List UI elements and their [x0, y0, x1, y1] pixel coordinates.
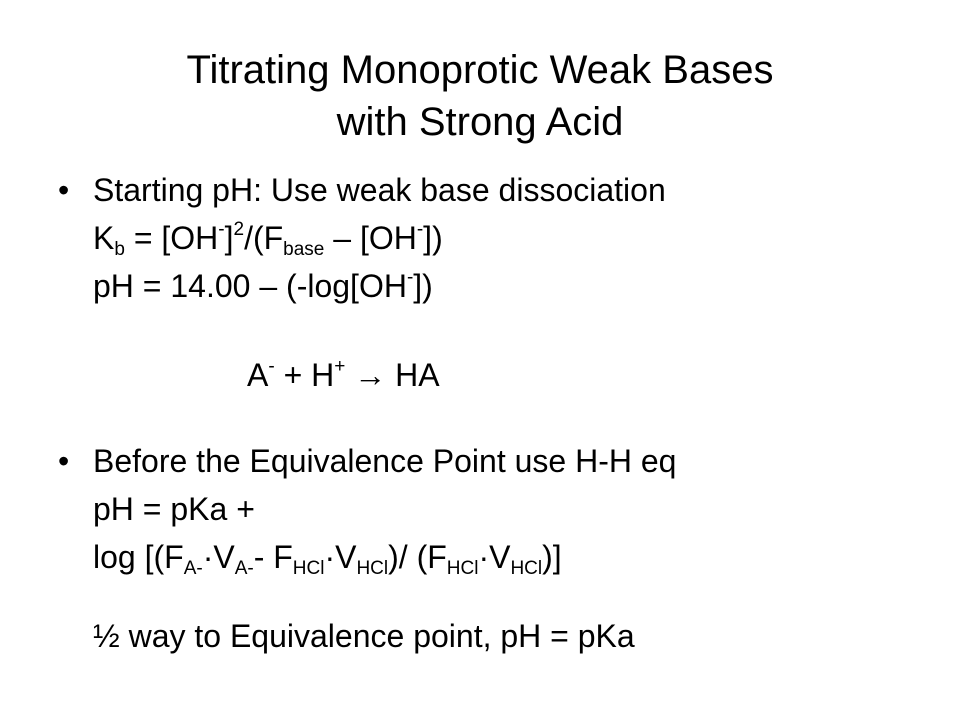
bullet-1: • — [58, 172, 70, 208]
hh-equation-line-1: pH = pKa + — [93, 491, 255, 527]
equivalence-heading: Before the Equivalence Point use H-H eq — [93, 443, 677, 479]
title-line-1: Titrating Monoprotic Weak Bases — [186, 48, 774, 92]
title-line-2: with Strong Acid — [336, 100, 624, 144]
half-equivalence-note: ½ way to Equivalence point, pH = pKa — [93, 618, 635, 654]
hh-equation-line-2: $\log [(F_{A-}\cdot V_{A-}-$ $F_{HCl}\cdot V_{HCl})/$ $(F_{HCl}\cdot V_{HCl})$] — [93, 539, 562, 579]
bullet-2: • — [58, 443, 70, 479]
reaction-equation: A- + H+ → HA — [247, 356, 440, 393]
starting-ph-heading: Starting pH: Use weak base dissociation — [93, 172, 666, 208]
slide-title — [0, 44, 960, 148]
ph-equation: pH = 14.00 – (-log[OH-]) — [93, 267, 433, 304]
kb-equation: $K_b = [OH^-]^2/(F_{base} - [OH^-])$ — [93, 219, 443, 260]
